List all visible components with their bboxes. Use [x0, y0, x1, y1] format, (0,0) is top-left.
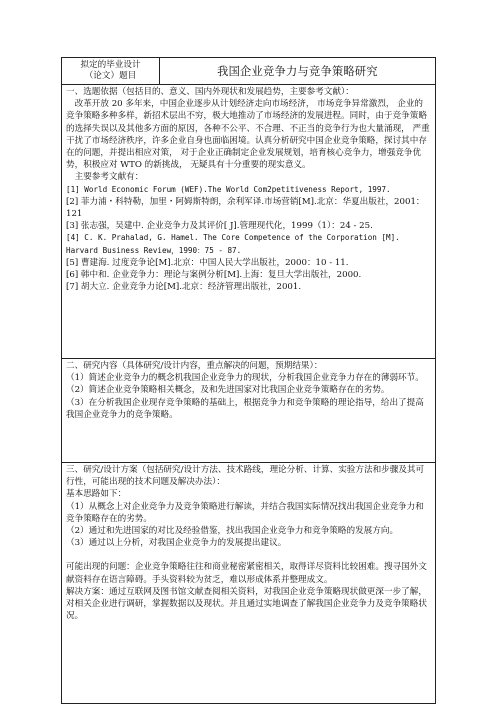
proposal-form-table: [61, 57, 436, 704]
reference-item: [4] C. K. Prahalad, G. Hamel. The Core Competence of the Corporation [M]. Harvard Business Review，1990：75 - 87.: [66, 233, 400, 255]
possible-problems: 可能出现的问题：企业竞争策略往往和商业秘密紧密相关，取得详尽资料比较困难。搜寻国外文献资料存在语言障碍。手头资料较为贫乏，难以形成体系并整理成文。: [66, 562, 427, 585]
reference-item: [2] 菲力浦・科特勒，加里・阿姆斯特朗，余利军译.市场营销[M].北京：华夏出版社，2001：121: [66, 196, 425, 220]
section2-row: [62, 359, 436, 463]
reference-item: [1] World Economic Forum (WEF).The World Com2petitiveness Report, 1997.: [66, 184, 391, 194]
approach-label: 基本思路如下：: [66, 489, 127, 500]
header-row: [62, 58, 436, 85]
section1-row: [62, 85, 436, 359]
topic-label-line2: （论文）题目: [84, 71, 137, 81]
solution: 解决方案：通过互联网及图书馆文献查阅相关资料，对我国企业竞争策略现状做更深一步了解，对相关企业进行调研，掌握数据以及现状。并且通过实地调查了解我国企业竞争力及竞争策略状况。: [66, 586, 427, 622]
section1-body: 改革开放 20 多年来，中国企业逐步从计划经济走向市场经济， 市场竞争异常激烈， 企业的竞争策略多种多样，新招术层出不穷，极大地推动了市场经济的发展进程。同时，由于竞争策略的选择失误以及其他多方面的原因，各种不公平、不合理、不正当的竞争行为也大量涌现， 严重干扰了市场经济秩序，许多企业自身也面临困境。认真分析研究中国企业竞争策略，探讨其中存在的问题，并提出相应对策， 对于企业正确制定企业发展规划，培育核心竞争力，增强竞争优势，积极应对 WTO 的新挑战， 无疑具有十分重要的现实意义。: [66, 99, 430, 171]
section2-item: （1）简述企业竞争力的概念机我国企业竞争力的现状，分析我国企业竞争力存在的薄弱环节。: [66, 373, 424, 384]
section3-row: [62, 463, 436, 704]
section1-heading: 一、选题依据（包括目的、意义、国内外现状和发展趋势，主要参考文献）：: [66, 87, 354, 97]
reference-item: [3] 张志强，吴建中. 企业竞争力及其评价[ J].管理现代化，1999（1）：24 - 25.: [66, 221, 373, 232]
section3-heading: 三、研究/设计方案（包括研究/设计方法、技术路线，理论分析、计算、实验方法和步骤及其可行性，可能出现的技术问题及解决办法）：: [66, 465, 425, 488]
references-heading: 主要参考文献有：: [74, 172, 144, 183]
topic-title: 我国企业竞争力与竞争策略研究: [160, 58, 436, 85]
section2-cell: [62, 359, 436, 463]
section3-item: （1）从概念上对企业竞争力及竞争策略进行解读，并结合我国实际情况找出我国企业竞争力和竞争策略存在的劣势。: [66, 501, 424, 524]
section2-heading: 二、研究内容（具体研究/设计内容，重点解决的问题，预期结果）：: [66, 361, 323, 371]
spacer: [66, 549, 431, 561]
section3-item: （3）通过以上分析，对我国企业竞争力的发展提出建议。: [66, 538, 287, 549]
section1-cell: [62, 85, 436, 359]
reference-item: [5] 曹建海. 过度竞争论[M].北京：中国人民大学出版社，2000：10 - 11.: [66, 257, 349, 268]
reference-item: [6] 韩中和. 企业竞争力：理论与案例分析[M].上海：复旦大学出版社，2000.: [66, 270, 362, 281]
section3-cell: [62, 463, 436, 704]
topic-label-cell: [62, 58, 160, 85]
section2-item: （3）在分析我国企业现存竞争策略的基础上，根据竞争力和竞争策略的理论指导，给出了提高我国企业竞争力的竞争策略。: [66, 397, 424, 420]
topic-label-line1: 拟定的毕业设计: [80, 59, 141, 70]
section2-item: （2）简述企业竞争策略相关概念，及和先进国家对比我国企业竞争策略存在的劣势。: [66, 385, 390, 396]
reference-item: [7] 胡大立. 企业竞争力论[M].北京：经济管理出版社，2001.: [66, 282, 302, 293]
section3-item: （2）通过和先进国家的对比及经验借鉴，找出我国企业竞争力和竞争策略的发展方向。: [66, 526, 399, 537]
